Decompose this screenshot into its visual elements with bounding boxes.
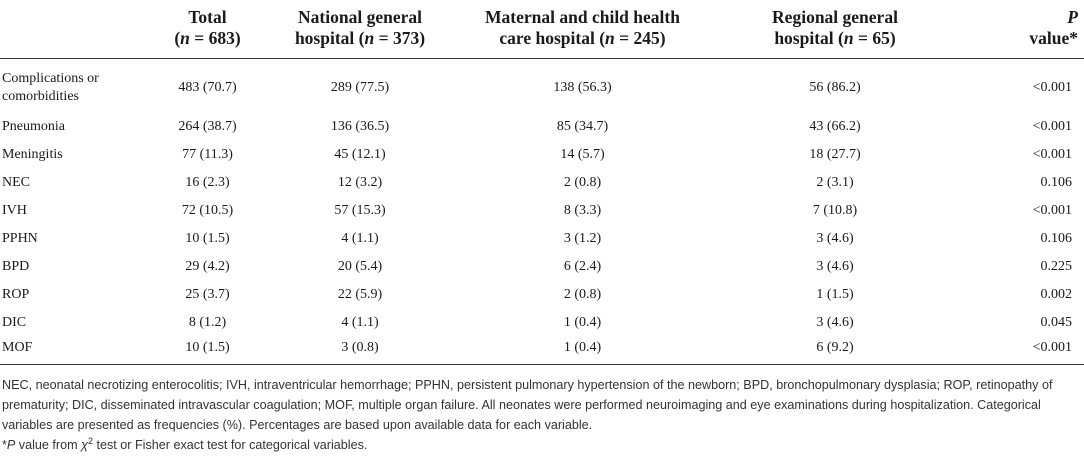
row-label: MOF	[2, 340, 33, 356]
cell-total: 264 (38.7)	[178, 118, 237, 134]
cell-p-value: <0.001	[1032, 340, 1072, 356]
table-row	[0, 141, 1084, 169]
row-label: Meningitis	[2, 146, 63, 162]
cell-maternal: 138 (56.3)	[553, 79, 612, 95]
cell-national: 289 (77.5)	[330, 79, 390, 95]
cell-regional: 43 (66.2)	[809, 118, 861, 134]
cell-national: 12 (3.2)	[337, 174, 383, 190]
cell-p-value: <0.001	[1032, 79, 1072, 95]
table-row	[0, 225, 1084, 253]
cell-total: 77 (11.3)	[182, 146, 233, 162]
cell-total: 8 (1.2)	[188, 314, 227, 330]
cell-maternal: 2 (0.8)	[563, 286, 602, 302]
footnote-p-value: *P value from $\chi^2$ test or Fisher exact test for categorical variables.	[2, 435, 368, 452]
cell-total: 10 (1.5)	[185, 230, 230, 246]
cell-p-value: <0.001	[1032, 146, 1072, 162]
header-total: Total (n = 683)	[150, 0, 265, 59]
cell-national: 4 (1.1)	[341, 230, 379, 246]
row-label: IVH	[2, 202, 27, 218]
cell-maternal: 14 (5.7)	[560, 146, 605, 162]
cell-total: 72 (10.5)	[181, 202, 234, 218]
cell-national: 20 (5.4)	[337, 258, 383, 274]
header-regional: Regional general hospital (n = 65)	[710, 0, 960, 59]
cell-regional: 2 (3.1)	[816, 174, 854, 190]
cell-p-value: <0.001	[1032, 202, 1072, 218]
header-maternal: Maternal and child health care hospital (n = 245)	[455, 0, 710, 59]
header-label-col	[0, 0, 150, 59]
cell-maternal: 3 (1.2)	[563, 230, 602, 246]
cell-national: 22 (5.9)	[337, 286, 383, 302]
header-row	[0, 0, 1084, 59]
table-row	[0, 253, 1084, 281]
cell-national: 136 (36.5)	[330, 118, 390, 134]
cell-national: 3 (0.8)	[341, 340, 379, 356]
cell-p-value: 0.106	[1040, 230, 1072, 246]
cell-total: 483 (70.7)	[178, 79, 237, 95]
cell-regional: 18 (27.7)	[809, 146, 861, 162]
cell-regional: 3 (4.6)	[816, 258, 854, 274]
footnote-abbreviations: NEC, neonatal necrotizing enterocolitis; IVH, intraventricular hemorrhage; PPHN, persistent pulmonary hypertension of the newborn; BPD, bronchopulmonary dysplasia; ROP, retinopathy of prematurity; DIC, disseminated intravascular coagulation; MOF, multiple organ failure. All neonates were performed neuroimaging and eye examinations during hospitalization. Categorical variables are presented as frequencies (%). Percentages are based upon available data for each variable.	[2, 378, 1053, 432]
table-row	[0, 337, 1084, 365]
row-label: NEC	[2, 174, 30, 190]
cell-maternal: 8 (3.3)	[563, 202, 602, 218]
cell-maternal: 85 (34.7)	[556, 118, 609, 134]
cell-p-value: <0.001	[1032, 118, 1072, 134]
cell-regional: 56 (86.2)	[809, 79, 861, 95]
cell-regional: 3 (4.6)	[816, 230, 854, 246]
header-national: National general hospital (n = 373)	[265, 0, 455, 59]
cell-regional: 6 (9.2)	[816, 340, 854, 356]
table-row	[0, 309, 1084, 337]
cell-total: 25 (3.7)	[185, 286, 230, 302]
table-row	[0, 169, 1084, 197]
row-label: Complications or comorbidities	[2, 70, 99, 104]
header-p-value: P value*	[960, 0, 1084, 59]
cell-regional: 7 (10.8)	[812, 202, 858, 218]
cell-maternal: 1 (0.4)	[563, 340, 602, 356]
table-body	[0, 59, 1084, 365]
row-label: PPHN	[2, 230, 38, 246]
table-footnote	[2, 375, 1082, 455]
cell-national: 4 (1.1)	[341, 314, 379, 330]
table-row	[0, 197, 1084, 225]
row-label: DIC	[2, 314, 27, 330]
cell-maternal: 1 (0.4)	[563, 314, 602, 330]
cell-national: 57 (15.3)	[334, 202, 386, 218]
cell-total: 29 (4.2)	[185, 258, 230, 274]
cell-p-value: 0.106	[1040, 174, 1072, 190]
cell-maternal: 6 (2.4)	[563, 258, 602, 274]
cell-total: 16 (2.3)	[185, 174, 230, 190]
cell-national: 45 (12.1)	[334, 146, 386, 162]
row-label: BPD	[2, 258, 30, 274]
cell-p-value: 0.002	[1040, 286, 1072, 302]
table-row	[0, 281, 1084, 309]
row-label: Pneumonia	[2, 118, 65, 134]
cell-total: 10 (1.5)	[185, 340, 230, 356]
cell-maternal: 2 (0.8)	[563, 174, 602, 190]
cell-p-value: 0.045	[1040, 314, 1072, 330]
row-label: ROP	[2, 286, 30, 302]
table-row	[0, 113, 1084, 141]
cell-p-value: 0.225	[1040, 258, 1072, 274]
cell-regional: 3 (4.6)	[816, 314, 854, 330]
table-row	[0, 59, 1084, 113]
cell-regional: 1 (1.5)	[816, 286, 854, 302]
